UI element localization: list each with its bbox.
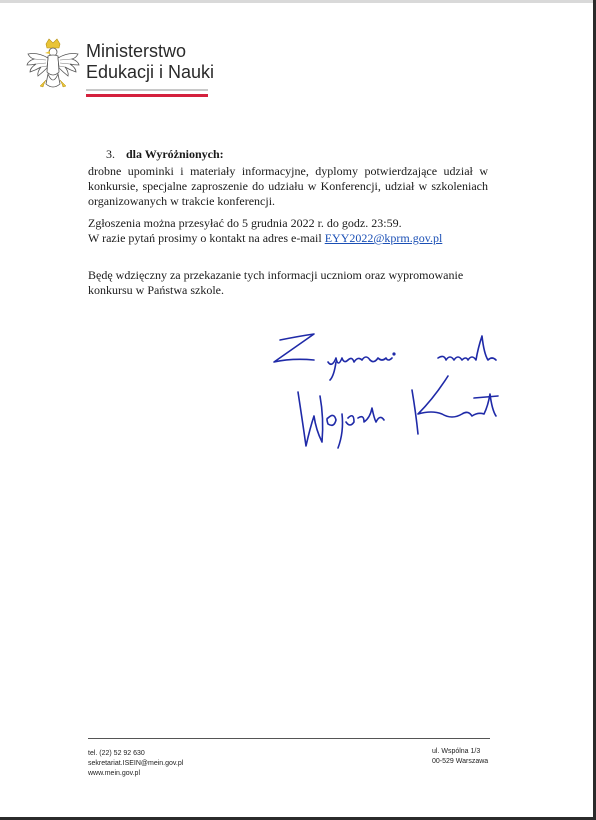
footer-contact — [88, 749, 183, 779]
footer-street: ul. Wspólna 1/3 — [432, 748, 481, 755]
footer-address — [432, 747, 488, 767]
contact-prefix: W razie pytań prosimy o kontakt na adres e-mail — [88, 231, 325, 245]
ministry-name-line1: Ministerstwo — [86, 41, 187, 61]
contact-email-link[interactable]: EYY2022@kprm.gov.pl — [324, 231, 443, 245]
footer-email[interactable]: sekretariat.ISEIN@mein.gov.pl — [88, 760, 184, 767]
deadline-line: Zgłoszenia można przesyłać do 5 grudnia 2022 r. do godz. 23:59. — [88, 216, 402, 230]
contact-line — [88, 231, 488, 246]
closing-paragraph: Będę wdzięczny za przekazanie tych informacji uczniom oraz wypromowanie konkursu w Państwa szkole. — [88, 268, 464, 297]
polish-eagle-emblem-icon — [24, 38, 82, 98]
list-item-heading — [106, 147, 506, 162]
page-edge-top — [0, 0, 596, 3]
footer-postal-city: 00-529 Warszawa — [432, 758, 489, 765]
deadline-paragraph — [88, 216, 488, 246]
ministry-name-line2: Edukacji i Nauki — [86, 62, 215, 82]
handwritten-signature — [262, 318, 512, 468]
list-item-number: 3. — [106, 147, 115, 161]
footer-divider — [88, 738, 490, 739]
header-red-stripe — [86, 94, 208, 97]
footer-phone: tel. (22) 52 92 630 — [88, 750, 145, 757]
header-gray-stripe — [86, 89, 208, 91]
list-item-title: dla Wyróżnionych: — [126, 147, 224, 161]
footer-website[interactable]: www.mein.gov.pl — [88, 770, 141, 777]
prizes-paragraph: drobne upominki i materiały informacyjne, dyplomy potwierdzające udział w konkursie, specjalne zaproszenie do udziału w Konferencji, udział w szkoleniach organizowanych w trakcie konferencji. — [88, 164, 488, 208]
ministry-logo-text — [86, 41, 214, 83]
